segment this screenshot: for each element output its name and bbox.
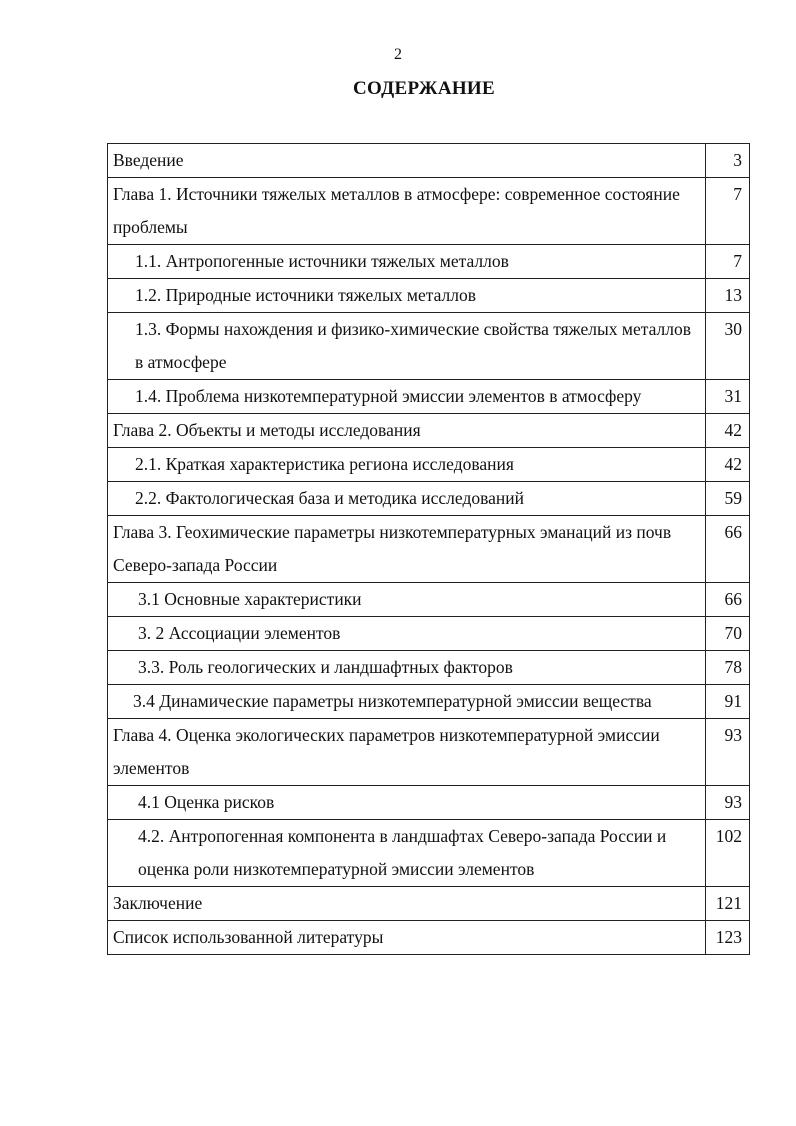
toc-entry-title: 1.2. Природные источники тяжелых металлов [108, 279, 706, 313]
toc-row [108, 313, 750, 380]
toc-entry-title: Список использованной литературы [108, 921, 706, 955]
toc-row [108, 414, 750, 448]
toc-row [108, 820, 750, 887]
toc-row [108, 786, 750, 820]
toc-entry-page: 31 [706, 380, 750, 414]
toc-entry-page: 7 [706, 178, 750, 245]
toc-entry-title: Заключение [108, 887, 706, 921]
toc-entry-page: 102 [706, 820, 750, 887]
table-of-contents [107, 143, 750, 955]
page-title: СОДЕРЖАНИЕ [353, 78, 495, 99]
toc-entry-page: 3 [706, 144, 750, 178]
toc-entry-title: Глава 1. Источники тяжелых металлов в атмосфере: современное состояние проблемы [108, 178, 706, 245]
toc-entry-page: 13 [706, 279, 750, 313]
toc-row [108, 887, 750, 921]
toc-entry-title: Глава 4. Оценка экологических параметров низкотемпературной эмиссии элементов [108, 719, 706, 786]
toc-row [108, 921, 750, 955]
toc-entry-title: Глава 2. Объекты и методы исследования [108, 414, 706, 448]
toc-entry-title: Глава 3. Геохимические параметры низкотемпературных эманаций из почв Северо-запада России [108, 516, 706, 583]
toc-entry-title: 2.1. Краткая характеристика региона исследования [108, 448, 706, 482]
toc-entry-page: 66 [706, 516, 750, 583]
toc-entry-title: 1.4. Проблема низкотемпературной эмиссии элементов в атмосферу [108, 380, 706, 414]
toc-row [108, 279, 750, 313]
toc-entry-title: 3.4 Динамические параметры низкотемпературной эмиссии вещества [108, 685, 706, 719]
toc-entry-page: 121 [706, 887, 750, 921]
toc-entry-page: 91 [706, 685, 750, 719]
toc-entry-title: Введение [108, 144, 706, 178]
toc-row [108, 245, 750, 279]
toc-entry-title: 2.2. Фактологическая база и методика исследований [108, 482, 706, 516]
toc-row [108, 482, 750, 516]
toc-entry-title: 3.3. Роль геологических и ландшафтных факторов [108, 651, 706, 685]
toc-entry-page: 123 [706, 921, 750, 955]
toc-row [108, 719, 750, 786]
toc-row [108, 516, 750, 583]
toc-entry-page: 78 [706, 651, 750, 685]
page-number: 2 [394, 46, 402, 63]
toc-entry-title: 4.1 Оценка рисков [108, 786, 706, 820]
toc-entry-title: 1.3. Формы нахождения и физико-химические свойства тяжелых металлов в атмосфере [108, 313, 706, 380]
toc-entry-title: 3.1 Основные характеристики [108, 583, 706, 617]
toc-row [108, 685, 750, 719]
toc-entry-title: 1.1. Антропогенные источники тяжелых металлов [108, 245, 706, 279]
toc-entry-page: 66 [706, 583, 750, 617]
toc-entry-page: 7 [706, 245, 750, 279]
toc-row [108, 448, 750, 482]
toc-row [108, 583, 750, 617]
toc-row [108, 617, 750, 651]
toc-row [108, 651, 750, 685]
toc-entry-page: 70 [706, 617, 750, 651]
toc-entry-title: 3. 2 Ассоциации элементов [108, 617, 706, 651]
toc-entry-page: 42 [706, 414, 750, 448]
toc-row [108, 380, 750, 414]
toc-entry-page: 93 [706, 786, 750, 820]
toc-entry-page: 42 [706, 448, 750, 482]
toc-entry-page: 59 [706, 482, 750, 516]
toc-row [108, 178, 750, 245]
toc-entry-page: 93 [706, 719, 750, 786]
toc-entry-page: 30 [706, 313, 750, 380]
toc-entry-title: 4.2. Антропогенная компонента в ландшафтах Северо-запада России и оценка роли низкотемпературной эмиссии элементов [108, 820, 706, 887]
toc-row [108, 144, 750, 178]
